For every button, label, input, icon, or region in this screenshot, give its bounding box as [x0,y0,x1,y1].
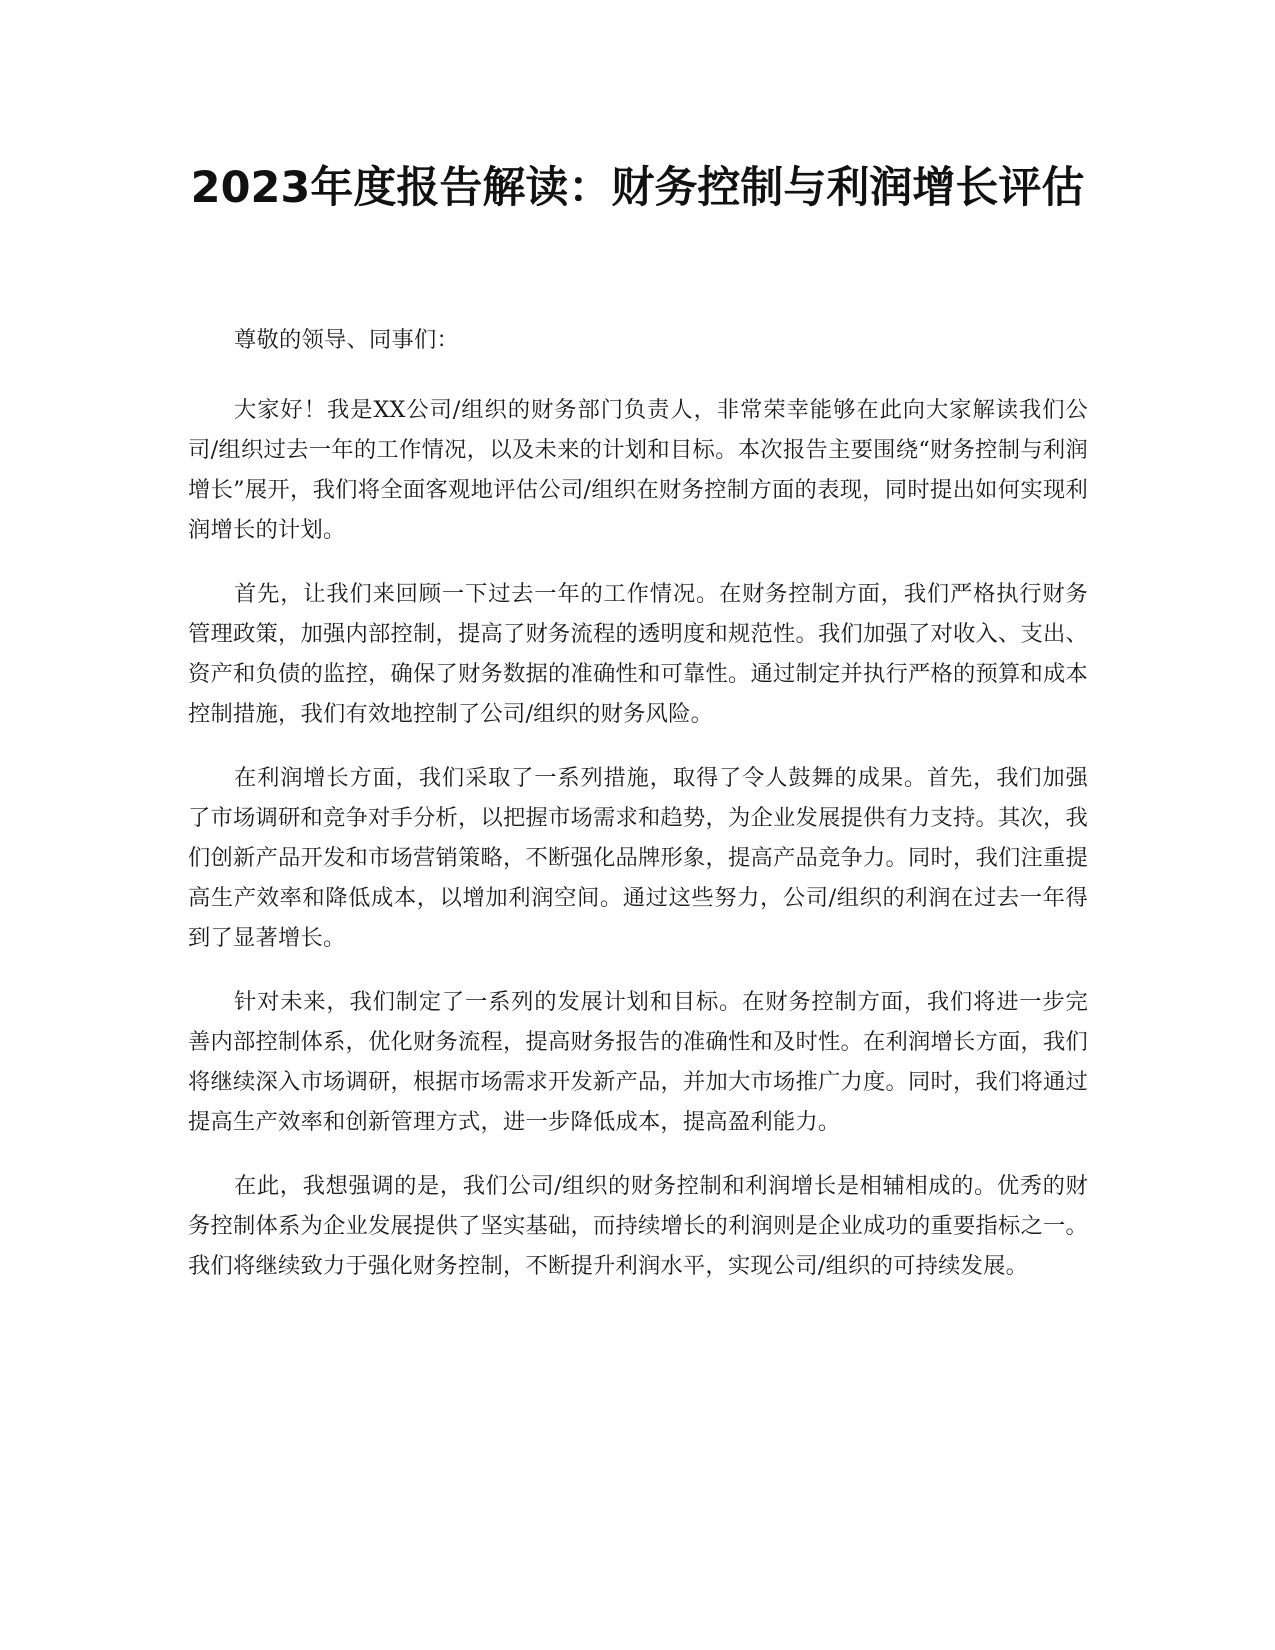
greeting-paragraph: 尊敬的领导、同事们： [234,327,459,353]
conclusion-paragraph: 在此，我想强调的是，我们公司/组织的财务控制和利润增长是相辅相成的。优秀的财务控制体系为企业发展提供了坚实基础，而持续增长的利润则是企业成功的重要指标之一。我们将继续致力于强化财务控制，不断提升利润水平，实现公司/组织的可持续发展。 [188,1173,1088,1279]
document-title: 2023年度报告解读：财务控制与利润增长评估 [190,163,1085,213]
profit-growth-review-paragraph: 在利润增长方面，我们采取了一系列措施，取得了令人鼓舞的成果。首先，我们加强了市场调研和竞争对手分析，以把握市场需求和趋势，为企业发展提供有力支持。其次，我们创新产品开发和市场营销策略，不断强化品牌形象，提高产品竞争力。同时，我们注重提高生产效率和降低成本，以增加利润空间。通过这些努力，公司/组织的利润在过去一年得到了显著增长。 [188,765,1088,951]
introduction-paragraph: 大家好！我是XX公司/组织的财务部门负责人，非常荣幸能够在此向大家解读我们公司/组织过去一年的工作情况，以及未来的计划和目标。本次报告主要围绕“财务控制与利润增长”展开，我们将全面客观地评估公司/组织在财务控制方面的表现，同时提出如何实现利润增长的计划。 [188,397,1088,543]
financial-control-review-paragraph: 首先，让我们来回顾一下过去一年的工作情况。在财务控制方面，我们严格执行财务管理政策，加强内部控制，提高了财务流程的透明度和规范性。我们加强了对收入、支出、资产和负债的监控，确保了财务数据的准确性和可靠性。通过制定并执行严格的预算和成本控制措施，我们有效地控制了公司/组织的财务风险。 [188,581,1088,727]
future-plans-paragraph: 针对未来，我们制定了一系列的发展计划和目标。在财务控制方面，我们将进一步完善内部控制体系，优化财务流程，提高财务报告的准确性和及时性。在利润增长方面，我们将继续深入市场调研，根据市场需求开发新产品，并加大市场推广力度。同时，我们将通过提高生产效率和创新管理方式，进一步降低成本，提高盈利能力。 [188,989,1088,1135]
document-body [188,320,1088,1310]
